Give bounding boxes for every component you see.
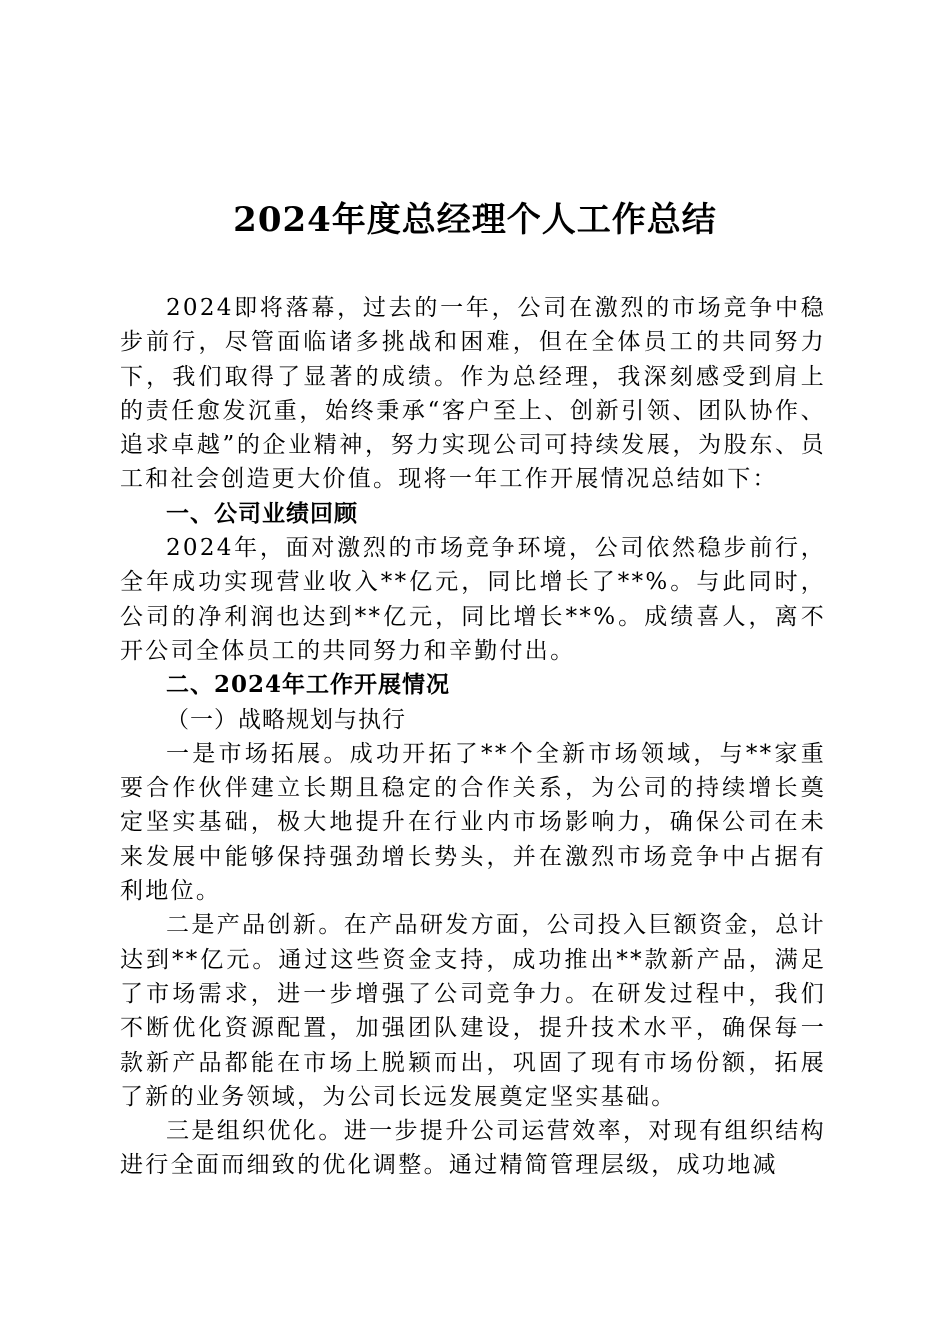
document-body [120,291,826,1183]
section-heading-performance: 一、公司业绩回顾 [166,499,358,527]
document-title: 2024年度总经理个人工作总结 [233,200,717,240]
organization-optimization-paragraph: 三是组织优化。进一步提升公司运营效率，对现有组织结构进行全面而细致的优化调整。通过精简管理层级，成功地减 [120,1118,826,1179]
subsection-heading-strategy: （一）战略规划与执行 [166,706,406,733]
section-heading-work: 二、2024年工作开展情况 [166,671,451,699]
product-innovation-paragraph: 二是产品创新。在产品研发方面，公司投入巨额资金，总计达到**亿元。通过这些资金支持，成功推出**款新产品，满足了市场需求，进一步增强了公司竞争力。在研发过程中，我们不断优化资源配置，加强团队建设，提升技术水平，确保每一款新产品都能在市场上脱颖而出，巩固了现有市场份额，拓展了新的业务领域，为公司长远发展奠定坚实基础。 [120,912,826,1110]
market-expansion-paragraph: 一是市场拓展。成功开拓了**个全新市场领域，与**家重要合作伙伴建立长期且稳定的合作关系，为公司的持续增长奠定坚实基础，极大地提升在行业内市场影响力，确保公司在未来发展中能够保持强劲增长势头，并在激烈市场竞争中占据有利地位。 [120,740,826,905]
performance-paragraph: 2024年，面对激烈的市场竞争环境，公司依然稳步前行，全年成功实现营业收入**亿元，同比增长了**%。与此同时，公司的净利润也达到**亿元，同比增长**%。成绩喜人，离不开公司全体员工的共同努力和辛勤付出。 [120,535,826,664]
intro-paragraph: 2024即将落幕，过去的一年，公司在激烈的市场竞争中稳步前行，尽管面临诸多挑战和困难，但在全体员工的共同努力下，我们取得了显著的成绩。作为总经理，我深刻感受到肩上的责任愈发沉重，始终秉承“客户至上、创新引领、团队协作、追求卓越”的企业精神，努力实现公司可持续发展，为股东、员工和社会创造更大价值。现将一年工作开展情况总结如下： [120,295,826,493]
